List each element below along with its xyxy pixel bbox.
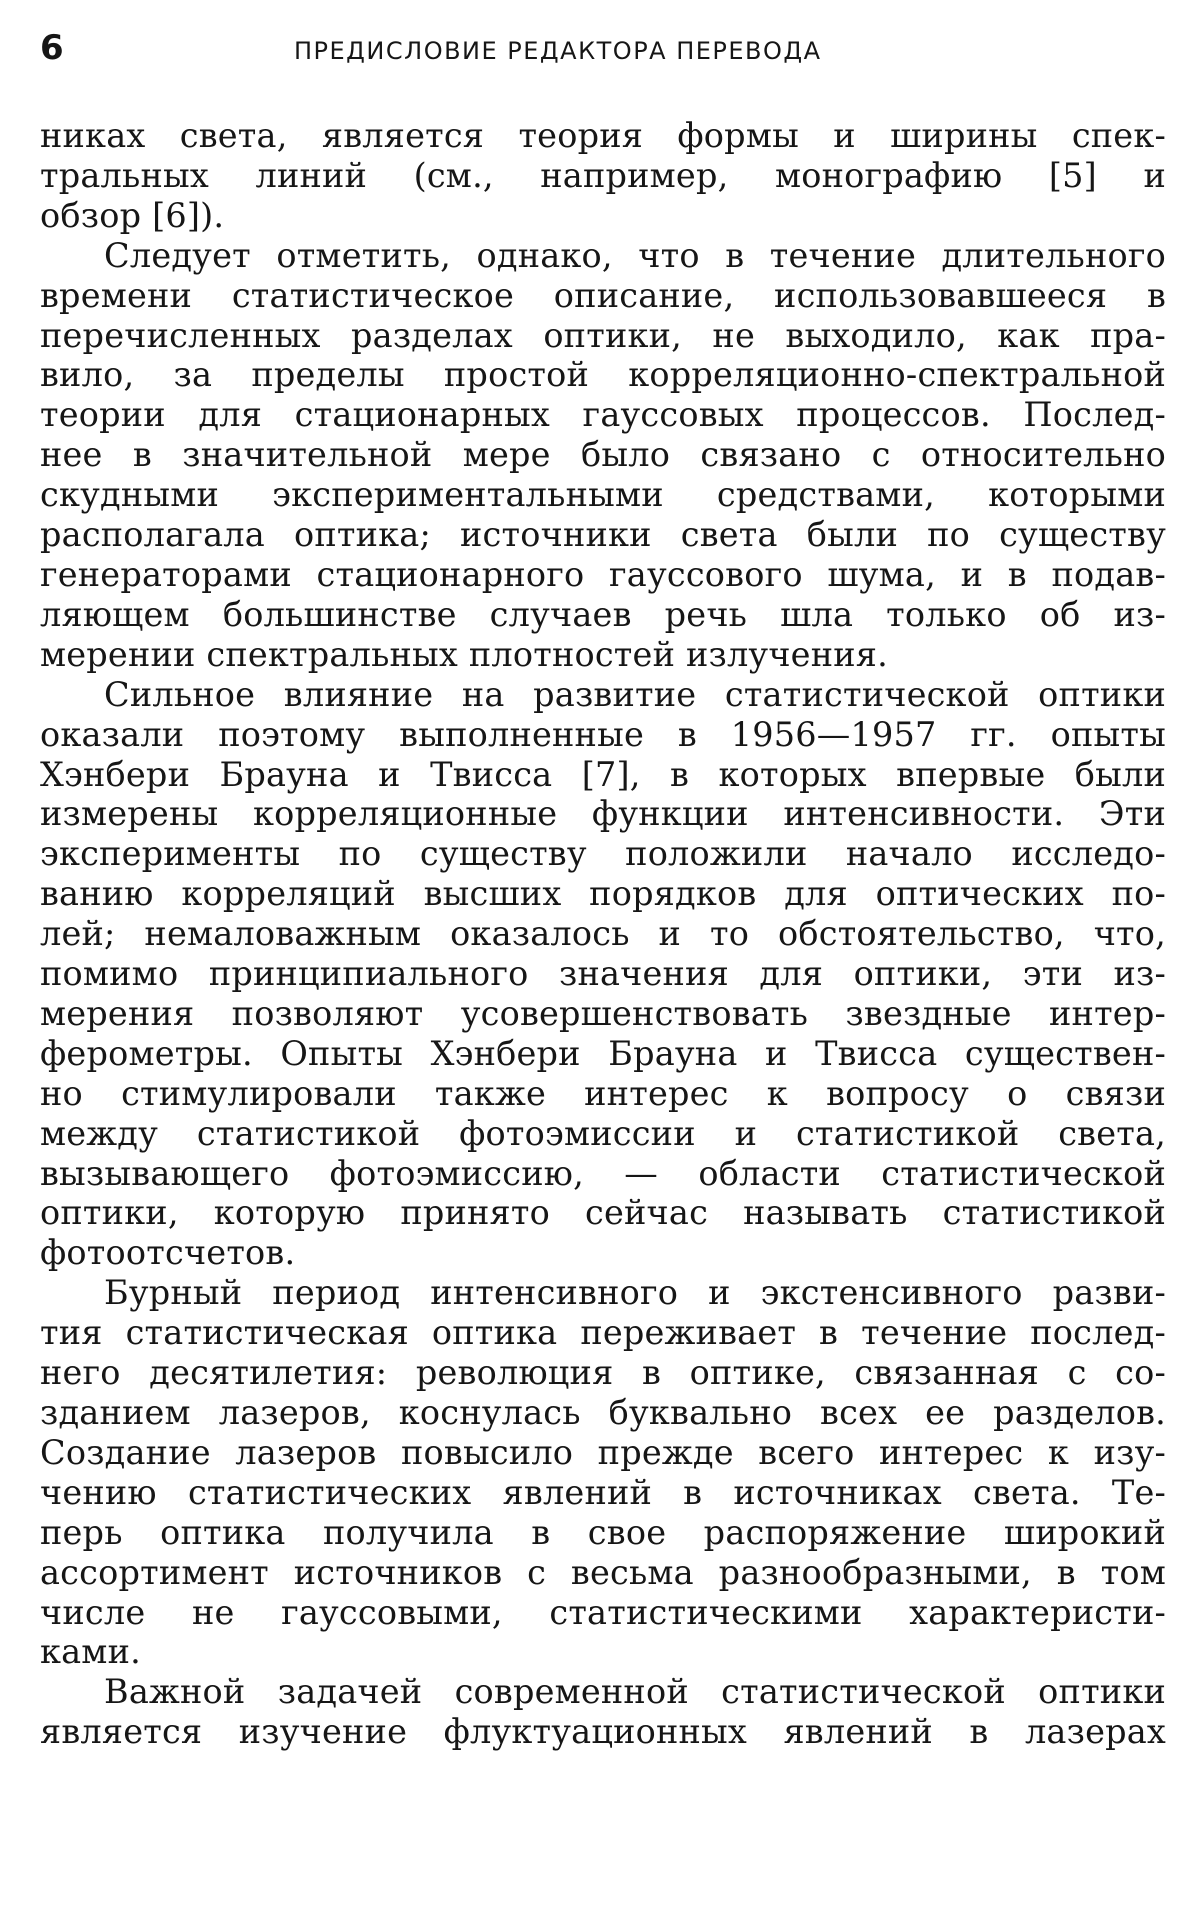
body-text	[40, 116, 1166, 1752]
text-line: Бурный период интенсивного и экстенсивного разви-	[104, 1273, 1166, 1313]
text-line: помимо принципиального значения для оптики, эти из-	[40, 954, 1166, 994]
text-line: измерены корреляционные функции интенсивности. Эти	[40, 794, 1166, 834]
text-line: ферометры. Опыты Хэнбери Брауна и Твисса существен-	[40, 1033, 1166, 1073]
text-line: между статистикой фотоэмиссии и статистикой света,	[40, 1113, 1166, 1153]
text-line: мерении спектральных плотностей излучения.	[40, 634, 888, 674]
paragraph	[40, 116, 1166, 236]
text-line: фотоотсчетов.	[40, 1233, 296, 1273]
text-line: ванию корреляций высших порядков для оптических по-	[40, 874, 1166, 914]
paragraph	[40, 1672, 1166, 1752]
paragraph	[40, 236, 1166, 675]
text-line: генераторами стационарного гауссового шума, и в подав-	[40, 554, 1166, 594]
text-line: вило, за пределы простой корреляционно-спектральной	[40, 355, 1166, 395]
text-line: обзор [6]).	[40, 195, 225, 235]
text-line: оказали поэтому выполненные в 1956—1957 гг. опыты	[40, 714, 1166, 754]
text-line: никах света, является теория формы и ширины спек-	[40, 116, 1166, 155]
text-line: Важной задачей современной статистической оптики	[104, 1672, 1166, 1712]
book-page	[40, 22, 1166, 1752]
text-line: Сильное влияние на развитие статистической оптики	[104, 674, 1166, 714]
text-line: ляющем большинстве случаев речь шла только об из-	[40, 594, 1166, 634]
text-line: но стимулировали также интерес к вопросу о связи	[40, 1073, 1166, 1113]
text-line: перь оптика получила в свое распоряжение широкий	[40, 1512, 1166, 1552]
text-line: вызывающего фотоэмиссию, — области статистической	[40, 1153, 1166, 1193]
text-line: него десятилетия: революция в оптике, связанная с со-	[40, 1353, 1166, 1393]
text-line: тральных линий (см., например, монографию [5] и	[40, 155, 1166, 195]
running-head	[40, 22, 1166, 78]
text-line: перечисленных разделах оптики, не выходило, как пра-	[40, 315, 1166, 355]
text-line: времени статистическое описание, использовавшееся в	[40, 275, 1166, 315]
text-line: располагала оптика; источники света были по существу	[40, 515, 1166, 555]
text-line: чению статистических явлений в источниках света. Те-	[40, 1472, 1166, 1512]
text-line: скудными экспериментальными средствами, которыми	[40, 475, 1166, 515]
text-line: ками.	[40, 1632, 141, 1672]
paragraph	[40, 675, 1166, 1274]
text-line: эксперименты по существу положили начало исследо-	[40, 834, 1166, 874]
text-line: нее в значительной мере было связано с относительно	[40, 435, 1166, 475]
running-title: ПРЕДИСЛОВИЕ РЕДАКТОРА ПЕРЕВОДА	[294, 37, 822, 65]
text-line: Следует отметить, однако, что в течение длительного	[104, 235, 1166, 275]
text-line: Хэнбери Брауна и Твисса [7], в которых впервые были	[40, 754, 1166, 794]
text-line: ассортимент источников с весьма разнообразными, в том	[40, 1552, 1166, 1592]
text-line: лей; немаловажным оказалось и то обстоятельство, что,	[40, 914, 1166, 954]
paragraph	[40, 1273, 1166, 1672]
text-line: тия статистическая оптика переживает в течение послед-	[40, 1313, 1166, 1353]
text-line: мерения позволяют усовершенствовать звездные интер-	[40, 993, 1166, 1033]
text-line: является изучение флуктуационных явлений в лазерах	[40, 1712, 1166, 1752]
text-line: зданием лазеров, коснулась буквально всех ее разделов.	[40, 1393, 1166, 1432]
page-number: 6	[40, 28, 64, 68]
text-line: оптики, которую принято сейчас называть статистикой	[40, 1193, 1166, 1233]
text-line: теории для стационарных гауссовых процессов. Послед-	[40, 395, 1166, 435]
text-line: числе не гауссовыми, статистическими характеристи-	[40, 1592, 1166, 1632]
text-line: Создание лазеров повысило прежде всего интерес к изу-	[40, 1432, 1166, 1472]
